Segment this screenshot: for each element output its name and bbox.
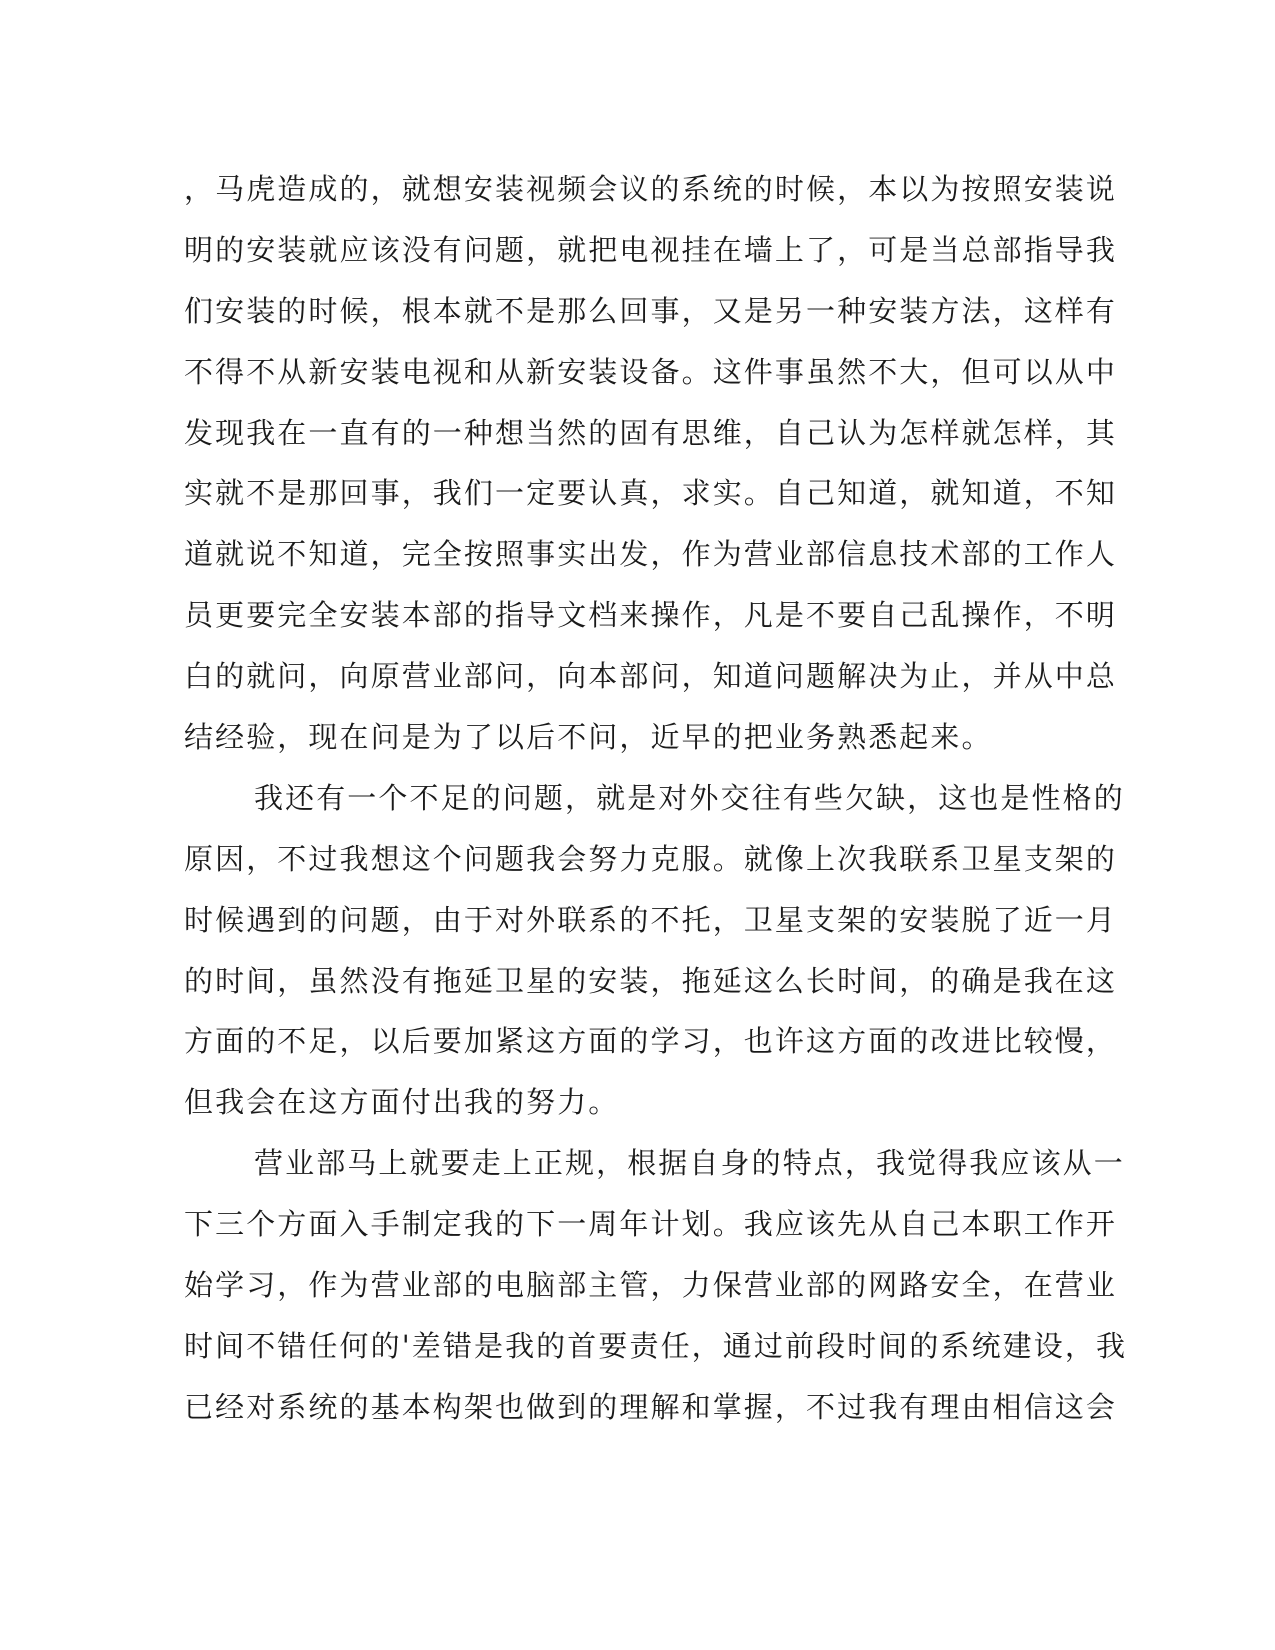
text-line: 白的就问，向原营业部问，向本部问，知道问题解决为止，并从中总: [184, 659, 1118, 694]
text-line: 实就不是那回事，我们一定要认真，求实。自己知道，就知道，不知: [184, 476, 1118, 511]
paragraph-3: [184, 1133, 1128, 1437]
text-line: 但我会在这方面付出我的努力。: [184, 1085, 620, 1120]
text-line: 们安装的时候，根本就不是那么回事，又是另一种安装方法，这样有: [184, 293, 1118, 328]
text-line: 时间不错任何的'差错是我的首要责任，通过前段时间的系统建设，我: [184, 1328, 1128, 1363]
text-line: 不得不从新安装电视和从新安装设备。这件事虽然不大，但可以从中: [184, 354, 1118, 389]
text-line: 道就说不知道，完全按照事实出发，作为营业部信息技术部的工作人: [184, 537, 1118, 572]
text-line: 原因，不过我想这个问题我会努力克服。就像上次我联系卫星支架的: [184, 841, 1118, 876]
text-line: 始学习，作为营业部的电脑部主管，力保营业部的网路安全，在营业: [184, 1268, 1118, 1303]
text-line: 结经验，现在问是为了以后不问，近早的把业务熟悉起来。: [184, 720, 993, 755]
text-line: 时候遇到的问题，由于对外联系的不托，卫星支架的安装脱了近一月: [184, 902, 1118, 937]
text-line: 我还有一个不足的问题，就是对外交往有些欠缺，这也是性格的: [254, 780, 1125, 815]
text-line: 方面的不足，以后要加紧这方面的学习，也许这方面的改进比较慢，: [184, 1024, 1118, 1059]
paragraph-2: [184, 768, 1125, 1133]
text-line: 营业部马上就要走上正规，根据自身的特点，我觉得我应该从一: [254, 1146, 1125, 1181]
paragraph-1: [184, 159, 1118, 768]
text-line: 发现我在一直有的一种想当然的固有思维，自己认为怎样就怎样，其: [184, 415, 1118, 450]
text-line: 下三个方面入手制定我的下一周年计划。我应该先从自己本职工作开: [184, 1207, 1118, 1242]
text-line: 明的安装就应该没有问题，就把电视挂在墙上了，可是当总部指导我: [184, 232, 1118, 267]
document-body: [184, 159, 1128, 1438]
text-line: ，马虎造成的，就想安装视频会议的系统的时候，本以为按照安装说: [184, 172, 1118, 206]
text-line: 员更要完全安装本部的指导文档来操作，凡是不要自己乱操作，不明: [184, 598, 1118, 633]
text-line: 的时间，虽然没有拖延卫星的安装，拖延这么长时间，的确是我在这: [184, 963, 1118, 998]
text-line: 已经对系统的基本构架也做到的理解和掌握，不过我有理由相信这会: [184, 1389, 1118, 1424]
